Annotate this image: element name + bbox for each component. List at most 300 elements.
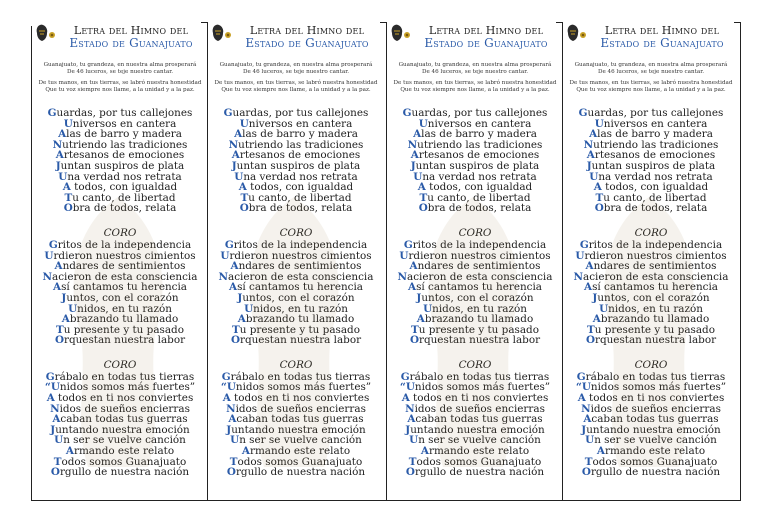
line-text: rquestan nuestra labor	[419, 334, 541, 347]
acrostic-letter: A	[61, 313, 70, 326]
acrostic-letter: A	[53, 281, 62, 294]
line-text: ndares de sentimientos	[62, 260, 186, 273]
line-text: untos, con el corazón	[597, 291, 710, 304]
line-text: acieron de esta consciencia	[52, 270, 198, 283]
line-text: bra de todos, relata	[248, 202, 353, 215]
acrostic-letter: J	[226, 423, 232, 436]
hymn-line	[209, 203, 383, 214]
acrostic-letter: A	[593, 181, 602, 194]
line-text: uardas, por tus callejones	[411, 107, 548, 119]
panel-title	[55, 25, 207, 49]
panel-header	[33, 22, 207, 52]
acrostic-letter: A	[401, 392, 410, 405]
coro-label: CORO	[103, 358, 137, 371]
intro-line: De 46 luceros, se teje nuestro cantar.	[242, 69, 350, 75]
acrostic-letter: A	[62, 181, 71, 194]
acrostic-letter: O	[230, 334, 240, 347]
hymn-line	[33, 203, 207, 214]
acrostic-letter: N	[52, 138, 63, 151]
acrostic-letter: A	[231, 149, 240, 162]
acrostic-letter: T	[240, 191, 249, 204]
acrostic-letter: U	[244, 302, 254, 315]
acrostic-letter: T	[587, 323, 595, 336]
coro-stanza	[564, 228, 738, 346]
acrostic-letter: A	[52, 413, 61, 426]
intro-paragraph	[388, 80, 562, 94]
coro-stanza	[209, 360, 383, 478]
intro-paragraph	[33, 80, 207, 94]
line-text: nidos somos más fuertes”	[235, 381, 372, 394]
line-text: u canto, de libertad	[603, 191, 707, 204]
line-text: odos somos Guanajuato	[592, 455, 718, 468]
line-text: rábalo en todas tus tierras	[54, 370, 195, 383]
line-text: rquestan nuestra labor	[595, 334, 717, 347]
line-text: las de barro y madera	[597, 128, 713, 141]
acrostic-letter: A	[409, 260, 418, 273]
acrostic-letter: O	[594, 202, 604, 215]
acrostic-letter: A	[407, 413, 416, 426]
acrostic-letter: A	[241, 445, 250, 458]
line-text: todos, con igualdad	[70, 181, 178, 194]
intro-paragraph	[33, 62, 207, 76]
line-text: odos somos Guanajuato	[61, 455, 187, 468]
line-text: sí cantamos tu herencia	[237, 281, 363, 294]
line-text: rdieron nuestros cimientos	[408, 249, 551, 262]
acrostic-letter: A	[577, 392, 586, 405]
acrostic-letter: T	[595, 191, 604, 204]
intro-line: Que tu voz siempre nos llame, a la unidad y a la paz.	[400, 87, 550, 93]
intro-line: De 46 luceros, se teje nuestro cantar.	[421, 69, 529, 75]
acrostic-letter: J	[405, 423, 411, 436]
acrostic-letter: A	[420, 445, 429, 458]
acrostic-letter: J	[592, 291, 598, 304]
coro-stanza	[388, 228, 562, 346]
line-text: u presente y tu pasado	[63, 323, 184, 336]
acrostic-letter: G	[578, 107, 588, 119]
line-text: na verdad nos retrata	[598, 170, 713, 183]
line-text: rábalo en todas tus tierras	[409, 370, 550, 383]
frame-line-divider-1	[207, 22, 208, 500]
line-text: untos, con el corazón	[66, 291, 179, 304]
acrostic-letter: A	[408, 281, 417, 294]
acrostic-letter: U	[575, 249, 585, 262]
line-text: untando nuestra emoción	[231, 423, 366, 436]
line-text: u canto, de libertad	[248, 191, 352, 204]
line-text: todos en ti nos conviertes	[409, 392, 549, 405]
acrostic-letter: A	[237, 313, 246, 326]
acrostic-letter: “U	[220, 381, 236, 394]
acrostic-letter: N	[407, 138, 418, 151]
line-text: odos somos Guanajuato	[237, 455, 363, 468]
intro-line: Que tu voz siempre nos llame, a la unidad y a la paz.	[576, 87, 726, 93]
intro-line: Guanajuato, tu grandeza, en nuestra alma prosperará	[219, 62, 373, 68]
acrostic-letter: A	[238, 181, 247, 194]
acrostic-letter: N	[583, 138, 594, 151]
frame-bottom-line	[31, 500, 741, 501]
panel-header	[564, 22, 738, 52]
acrostic-letter: A	[55, 149, 64, 162]
intro-line: De tus manos, en tus tierras, se labró nuestra honestidad	[569, 80, 733, 86]
hymn-line	[564, 467, 738, 478]
intro-line: De tus manos, en tus tierras, se labró nuestra honestidad	[214, 80, 378, 86]
acrostic-letter: N	[226, 402, 236, 415]
stanzas	[209, 108, 383, 478]
line-text: caban todas tus guerras	[60, 413, 188, 426]
intro-line: De 46 luceros, se teje nuestro cantar.	[66, 69, 174, 75]
intro-paragraph	[209, 62, 383, 76]
line-text: rtesanos de emociones	[418, 149, 540, 162]
line-text: rmando este relato	[73, 445, 175, 458]
intro-paragraph	[564, 80, 738, 94]
acrostic-letter: O	[54, 334, 64, 347]
acrostic-letter: G	[579, 238, 589, 251]
line-text: u presente y tu pasado	[418, 323, 539, 336]
panel-title	[586, 25, 738, 49]
hymn-panel-3	[388, 22, 562, 500]
coro-stanza	[33, 228, 207, 346]
coro-label: CORO	[279, 358, 313, 371]
line-text: u presente y tu pasado	[239, 323, 360, 336]
acrostic-letter: U	[418, 117, 428, 130]
acrostic-letter: T	[419, 191, 428, 204]
intro-block	[388, 62, 562, 94]
acrostic-letter: U	[594, 117, 604, 130]
line-text: niversos en cantera	[427, 117, 532, 130]
acrostic-letter: O	[239, 202, 249, 215]
line-text: ndares de sentimientos	[593, 260, 717, 273]
line-text: sí cantamos tu herencia	[61, 281, 187, 294]
title-line-1: Letra del Himno del	[428, 24, 544, 37]
acrostic-letter: O	[226, 466, 236, 479]
line-text: bra de todos, relata	[72, 202, 177, 215]
line-text: nidos, en tu razón	[608, 302, 703, 315]
line-text: n ser se vuelve canción	[418, 434, 541, 447]
line-text: uardas, por tus callejones	[232, 107, 369, 119]
verse-stanza	[388, 108, 562, 214]
intro-line: De tus manos, en tus tierras, se labró nuestra honestidad	[393, 80, 557, 86]
panel-title	[410, 25, 562, 49]
hymn-line	[564, 335, 738, 346]
acrostic-letter: U	[220, 249, 230, 262]
line-text: ritos de la independencia	[57, 238, 192, 251]
line-text: ritos de la independencia	[233, 238, 368, 251]
hymn-line	[33, 467, 207, 478]
acrostic-letter: T	[229, 455, 238, 468]
acrostic-letter: A	[583, 413, 592, 426]
acrostic-letter: A	[592, 313, 601, 326]
acrostic-letter: A	[46, 392, 55, 405]
line-text: acieron de esta consciencia	[583, 270, 729, 283]
acrostic-letter: J	[231, 159, 237, 172]
verse-stanza	[33, 108, 207, 214]
line-text: idos de sueños encierras	[590, 402, 721, 415]
line-text: uardas, por tus callejones	[587, 107, 724, 119]
intro-paragraph	[388, 62, 562, 76]
line-text: rábalo en todas tus tierras	[230, 370, 371, 383]
line-text: las de barro y madera	[242, 128, 358, 141]
acrostic-letter: A	[586, 149, 595, 162]
frame-line-right	[740, 22, 741, 500]
coro-label: CORO	[279, 226, 313, 239]
line-text: nidos somos más fuertes”	[590, 381, 727, 394]
line-text: brazando tu llamado	[600, 313, 710, 326]
line-text: idos de sueños encierras	[414, 402, 545, 415]
panel-header	[388, 22, 562, 52]
line-text: utriendo las tradiciones	[238, 138, 364, 151]
intro-line: Guanajuato, tu grandeza, en nuestra alma prosperará	[43, 62, 197, 68]
acrostic-letter: G	[402, 107, 412, 119]
line-text: n ser se vuelve canción	[594, 434, 717, 447]
acrostic-letter: A	[416, 313, 425, 326]
acrostic-letter: N	[218, 270, 229, 283]
line-text: brazando tu llamado	[245, 313, 355, 326]
line-text: untos, con el corazón	[421, 291, 534, 304]
line-text: rdieron nuestros cimientos	[53, 249, 196, 262]
acrostic-letter: A	[589, 128, 598, 141]
line-text: untan suspiros de plata	[236, 159, 361, 172]
acrostic-letter: A	[413, 128, 422, 141]
coro-stanza	[33, 360, 207, 478]
panel-title	[231, 25, 383, 49]
acrostic-letter: T	[408, 455, 417, 468]
acrostic-letter: O	[50, 466, 60, 479]
acrostic-letter: U	[63, 117, 73, 130]
acrostic-letter: A	[222, 392, 231, 405]
acrostic-letter: A	[54, 260, 63, 273]
line-text: nidos, en tu razón	[253, 302, 348, 315]
line-text: n ser se vuelve canción	[239, 434, 362, 447]
acrostic-letter: N	[405, 402, 415, 415]
acrostic-letter: A	[584, 281, 593, 294]
hymn-line	[209, 467, 383, 478]
acrostic-letter: N	[581, 402, 591, 415]
title-line-1: Letra del Himno del	[73, 24, 189, 37]
title-line-2: Estado de Guanajuato	[424, 36, 548, 50]
acrostic-letter: J	[586, 159, 592, 172]
title-line-1: Letra del Himno del	[604, 24, 720, 37]
state-emblem-icon	[564, 23, 588, 43]
acrostic-letter: G	[400, 370, 410, 383]
acrostic-letter: J	[50, 423, 56, 436]
acrostic-letter: U	[409, 434, 419, 447]
acrostic-letter: U	[54, 434, 64, 447]
state-emblem-icon	[388, 23, 412, 43]
acrostic-letter: U	[599, 302, 609, 315]
line-text: utriendo las tradiciones	[417, 138, 543, 151]
line-text: na verdad nos retrata	[67, 170, 182, 183]
line-text: rtesanos de emociones	[594, 149, 716, 162]
acrostic-letter: T	[64, 191, 73, 204]
line-text: untos, con el corazón	[242, 291, 355, 304]
acrostic-letter: U	[230, 434, 240, 447]
line-text: odos somos Guanajuato	[416, 455, 542, 468]
line-text: brazando tu llamado	[424, 313, 534, 326]
coro-label: CORO	[103, 226, 137, 239]
state-emblem-icon	[33, 23, 57, 43]
hymn-panel-2	[209, 22, 383, 500]
hymn-line	[209, 335, 383, 346]
acrostic-letter: A	[585, 260, 594, 273]
line-text: nidos somos más fuertes”	[59, 381, 196, 394]
acrostic-letter: A	[228, 413, 237, 426]
line-text: na verdad nos retrata	[422, 170, 537, 183]
line-text: caban todas tus guerras	[415, 413, 543, 426]
line-text: rquestan nuestra labor	[64, 334, 186, 347]
acrostic-letter: O	[63, 202, 73, 215]
line-text: las de barro y madera	[66, 128, 182, 141]
acrostic-letter: A	[410, 149, 419, 162]
line-text: bra de todos, relata	[603, 202, 708, 215]
line-text: untan suspiros de plata	[591, 159, 716, 172]
panel-header	[209, 22, 383, 52]
line-text: todos en ti nos conviertes	[585, 392, 725, 405]
line-text: untan suspiros de plata	[415, 159, 540, 172]
line-text: rtesanos de emociones	[63, 149, 185, 162]
acrostic-letter: U	[234, 170, 244, 183]
acrostic-letter: A	[230, 260, 239, 273]
acrostic-letter: G	[223, 107, 233, 119]
line-text: brazando tu llamado	[69, 313, 179, 326]
line-text: rtesanos de emociones	[239, 149, 361, 162]
hymn-line	[388, 203, 562, 214]
frame-line-left	[31, 26, 32, 500]
line-text: utriendo las tradiciones	[593, 138, 719, 151]
acrostic-letter: G	[47, 107, 57, 119]
line-text: rábalo en todas tus tierras	[585, 370, 726, 383]
line-text: idos de sueños encierras	[235, 402, 366, 415]
hymn-panel-1	[33, 22, 207, 500]
acrostic-letter: U	[589, 170, 599, 183]
line-text: idos de sueños encierras	[59, 402, 190, 415]
line-text: acieron de esta consciencia	[228, 270, 374, 283]
acrostic-letter: J	[237, 291, 243, 304]
coro-stanza	[564, 360, 738, 478]
line-text: ritos de la independencia	[412, 238, 547, 251]
hymn-panel-4	[564, 22, 738, 500]
coro-stanza	[388, 360, 562, 478]
acrostic-letter: “U	[399, 381, 415, 394]
acrostic-letter: A	[58, 128, 67, 141]
acrostic-letter: G	[48, 238, 58, 251]
line-text: nidos somos más fuertes”	[414, 381, 551, 394]
acrostic-letter: T	[53, 455, 62, 468]
line-text: niversos en cantera	[603, 117, 708, 130]
line-text: sí cantamos tu herencia	[592, 281, 718, 294]
acrostic-letter: A	[65, 445, 74, 458]
acrostic-letter: J	[581, 423, 587, 436]
intro-line: De tus manos, en tus tierras, se labró nuestra honestidad	[38, 80, 202, 86]
frame-line-divider-2	[386, 22, 387, 500]
title-line-2: Estado de Guanajuato	[600, 36, 724, 50]
line-text: utriendo las tradiciones	[62, 138, 188, 151]
intro-line: Que tu voz siempre nos llame, a la unidad y a la paz.	[45, 87, 195, 93]
coro-label: CORO	[634, 226, 668, 239]
intro-block	[564, 62, 738, 94]
line-text: rgullo de nuestra nación	[235, 466, 366, 479]
acrostic-letter: J	[61, 291, 67, 304]
acrostic-letter: O	[405, 466, 415, 479]
line-text: untan suspiros de plata	[60, 159, 185, 172]
acrostic-letter: “U	[44, 381, 60, 394]
hymn-line	[388, 335, 562, 346]
line-text: rmando este relato	[604, 445, 706, 458]
acrostic-letter: T	[232, 323, 240, 336]
acrostic-letter: U	[68, 302, 78, 315]
line-text: acieron de esta consciencia	[407, 270, 553, 283]
line-text: todos, con igualdad	[246, 181, 354, 194]
line-text: uardas, por tus callejones	[56, 107, 193, 119]
intro-line: Que tu voz siempre nos llame, a la unidad y a la paz.	[221, 87, 371, 93]
line-text: u canto, de libertad	[427, 191, 531, 204]
intro-paragraph	[564, 62, 738, 76]
line-text: rdieron nuestros cimientos	[584, 249, 727, 262]
intro-line: Guanajuato, tu grandeza, en nuestra alma prosperará	[574, 62, 728, 68]
line-text: u presente y tu pasado	[594, 323, 715, 336]
line-text: rmando este relato	[249, 445, 351, 458]
line-text: rmando este relato	[428, 445, 530, 458]
line-text: todos, con igualdad	[425, 181, 533, 194]
acrostic-letter: U	[44, 249, 54, 262]
acrostic-letter: O	[581, 466, 591, 479]
line-text: rdieron nuestros cimientos	[229, 249, 372, 262]
line-text: ritos de la independencia	[588, 238, 723, 251]
acrostic-letter: “U	[575, 381, 591, 394]
line-text: untando nuestra emoción	[55, 423, 190, 436]
acrostic-letter: J	[55, 159, 61, 172]
verse-stanza	[209, 108, 383, 214]
line-text: sí cantamos tu herencia	[416, 281, 542, 294]
acrostic-letter: N	[397, 270, 408, 283]
line-text: todos en ti nos conviertes	[54, 392, 194, 405]
line-text: n ser se vuelve canción	[63, 434, 186, 447]
line-text: niversos en cantera	[248, 117, 353, 130]
title-line-2: Estado de Guanajuato	[245, 36, 369, 50]
intro-block	[209, 62, 383, 94]
acrostic-letter: T	[56, 323, 64, 336]
verse-stanza	[564, 108, 738, 214]
acrostic-letter: G	[224, 238, 234, 251]
line-text: todos, con igualdad	[601, 181, 709, 194]
acrostic-letter: A	[229, 281, 238, 294]
acrostic-letter: A	[596, 445, 605, 458]
acrostic-letter: G	[45, 370, 55, 383]
acrostic-letter: N	[573, 270, 584, 283]
stanzas	[388, 108, 562, 478]
line-text: rgullo de nuestra nación	[414, 466, 545, 479]
line-text: untando nuestra emoción	[410, 423, 545, 436]
coro-stanza	[209, 228, 383, 346]
title-line-2: Estado de Guanajuato	[69, 36, 193, 50]
acrostic-letter: J	[416, 291, 422, 304]
acrostic-letter: U	[399, 249, 409, 262]
acrostic-letter: O	[409, 334, 419, 347]
line-text: todos en ti nos conviertes	[230, 392, 370, 405]
acrostic-letter: U	[585, 434, 595, 447]
coro-label: CORO	[458, 226, 492, 239]
acrostic-letter: U	[58, 170, 68, 183]
acrostic-letter: U	[239, 117, 249, 130]
line-text: ndares de sentimientos	[238, 260, 362, 273]
line-text: rgullo de nuestra nación	[590, 466, 721, 479]
state-emblem-icon	[209, 23, 233, 43]
line-text: caban todas tus guerras	[591, 413, 719, 426]
acrostic-letter: A	[234, 128, 243, 141]
line-text: rquestan nuestra labor	[240, 334, 362, 347]
intro-line: De 46 luceros, se teje nuestro cantar.	[597, 69, 705, 75]
coro-label: CORO	[458, 358, 492, 371]
line-text: untando nuestra emoción	[586, 423, 721, 436]
coro-label: CORO	[634, 358, 668, 371]
